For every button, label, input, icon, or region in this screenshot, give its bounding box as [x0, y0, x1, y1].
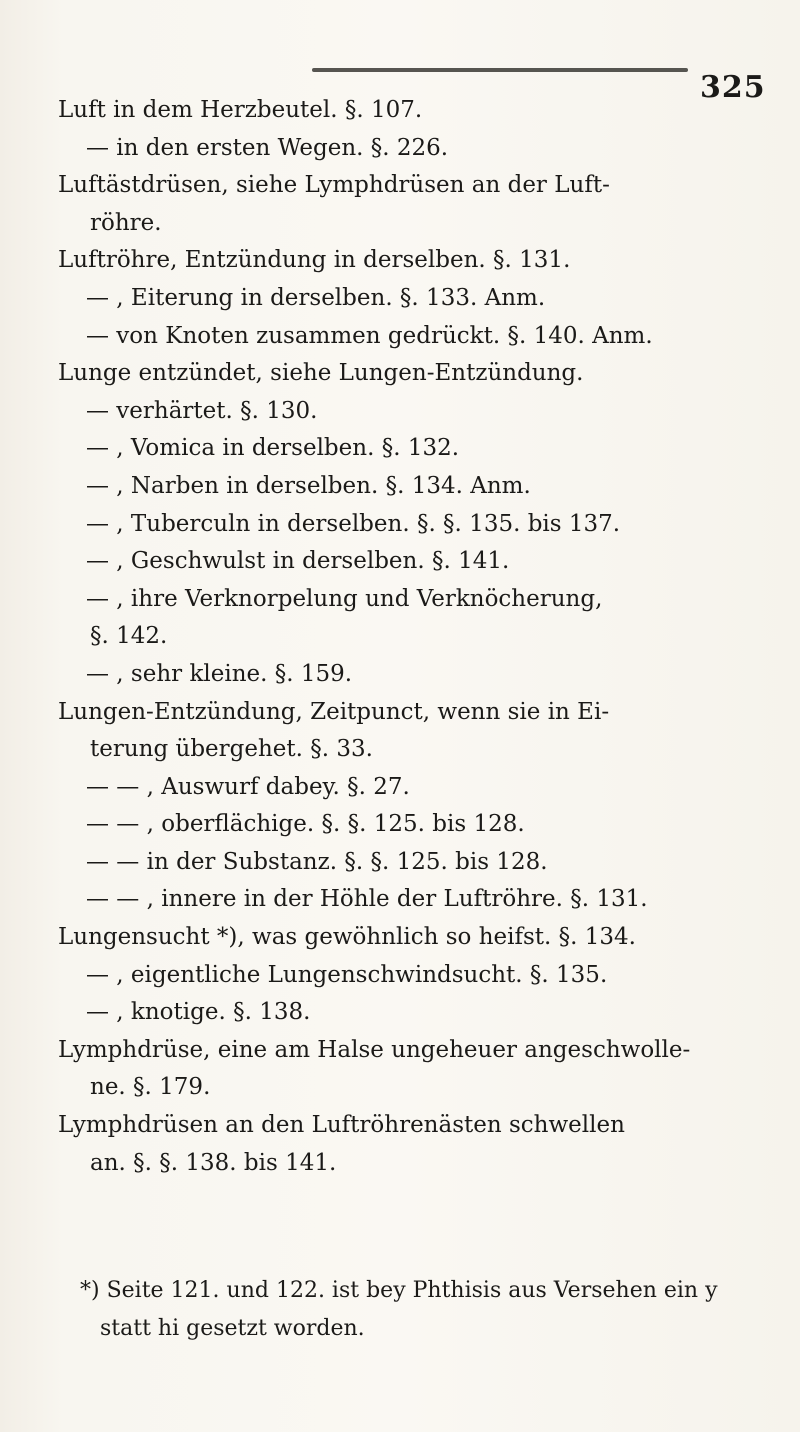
- index-entry: — , eigentliche Lungenschwindsucht. §. 135.: [86, 961, 608, 988]
- index-entries: [58, 92, 778, 1182]
- index-entry: — , Narben in derselben. §. 134. Anm.: [86, 472, 531, 499]
- index-entry: Lungen-Entzündung, Zeitpunct, wenn sie in Ei-: [58, 698, 610, 725]
- index-entry: — — , innere in der Höhle der Luftröhre. §. 131.: [86, 886, 648, 913]
- index-entry: terung übergehet. §. 33.: [90, 736, 373, 763]
- index-entry: — , ihre Verknorpelung und Verknöcherung,: [86, 585, 603, 612]
- index-entry: §. 142.: [90, 623, 168, 650]
- index-entry: — — , Auswurf dabey. §. 27.: [86, 773, 410, 800]
- index-entry: ne. §. 179.: [90, 1074, 211, 1101]
- index-entry: — , Tuberculn in derselben. §. §. 135. bis 137.: [86, 510, 621, 537]
- index-entry: — , sehr kleine. §. 159.: [86, 660, 353, 687]
- footnote-line-2: statt hi gesetzt worden.: [100, 1316, 365, 1341]
- index-entry: — , Geschwulst in derselben. §. 141.: [86, 548, 510, 575]
- footnote-line-1: *) Seite 121. und 122. ist bey Phthisis aus Versehen ein y: [80, 1278, 718, 1303]
- index-entry: — — , oberflächige. §. §. 125. bis 128.: [86, 811, 525, 838]
- page-number: 325: [700, 70, 766, 105]
- index-entry: — in den ersten Wegen. §. 226.: [86, 134, 449, 161]
- index-entry: — verhärtet. §. 130.: [86, 397, 318, 424]
- index-entry: Lymphdrüsen an den Luftröhrenästen schwellen: [58, 1112, 625, 1139]
- index-entry: — , Eiterung in derselben. §. 133. Anm.: [86, 284, 546, 311]
- index-entry: röhre.: [90, 209, 162, 236]
- index-entry: — von Knoten zusammen gedrückt. §. 140. Anm.: [86, 322, 653, 349]
- index-entry: Luftröhre, Entzündung in derselben. §. 131.: [58, 247, 571, 274]
- header-rule: [312, 68, 688, 72]
- index-entry: — , Vomica in derselben. §. 132.: [86, 435, 460, 462]
- index-entry: Luftästdrüsen, siehe Lymphdrüsen an der Luft-: [58, 172, 610, 199]
- footnote: [80, 1272, 780, 1348]
- index-entry: Luft in dem Herzbeutel. §. 107.: [58, 97, 423, 123]
- index-entry: Lunge entzündet, siehe Lungen-Entzündung.: [58, 360, 584, 387]
- index-entry: — , knotige. §. 138.: [86, 999, 311, 1026]
- index-entry: Lymphdrüse, eine am Halse ungeheuer angeschwolle-: [58, 1036, 691, 1063]
- index-entry: an. §. §. 138. bis 141.: [90, 1149, 337, 1176]
- index-entry: Lungensucht *), was gewöhnlich so heifst. §. 134.: [58, 924, 636, 951]
- index-entry: — — in der Substanz. §. §. 125. bis 128.: [86, 848, 548, 875]
